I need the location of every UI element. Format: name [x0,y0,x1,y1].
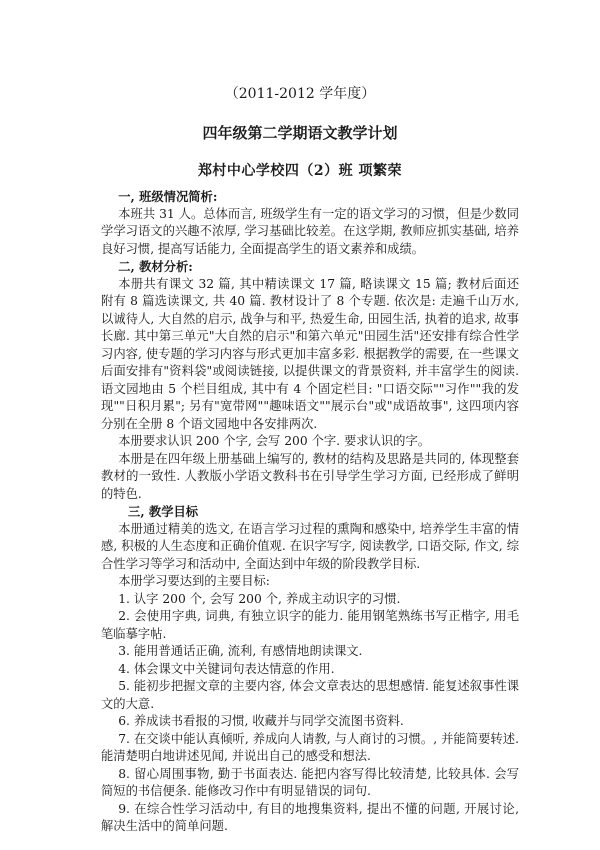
document-title: 四年级第二学期语文教学计划 [202,124,398,142]
section-heading-teaching-goals: 三, 教学目标 [128,504,199,519]
goal-item: 2. 会使用字典, 词典, 有独立识字的能力. 能用钢笔熟练书写正楷字, 用毛笔临摹字帖. [101,609,519,641]
goal-item: 9. 在综合性学习活动中, 有目的地搜集资料, 提出不懂的问题, 开展讨论, 解决生活中的简单问题. [101,801,519,833]
goal-item: 6. 养成读书看报的习惯, 收藏并与同学交流图书资料. [118,714,404,728]
school-year: （2011-2012 学年度） [224,86,376,102]
paragraph: 本册要求认识 200 个字, 会写 200 个字. 要求认识的字。 [118,434,431,448]
section-heading-class-analysis: 一, 班级情况简析: [118,189,218,204]
goal-item: 7. 在交谈中能认真倾听, 养成向人请教, 与人商讨的习惯。, 并能简要转述. 能清楚明白地讲述见闻, 并说出自己的感受和想法. [101,731,519,763]
goal-item: 8. 留心周围事物, 勤于书面表达. 能把内容写得比较清楚, 比较具体. 会写简短的书信便条. 能修改习作中有明显错误的词句. [101,766,519,798]
goal-item: 3. 能用普通话正确, 流利, 有感情地朗读课文. [118,644,363,658]
paragraph: 本册学习要达到的主要目标: [118,574,270,588]
paragraph: 本册是在四年级上册基础上编写的, 教材的结构及思路是共同的, 体现整套教材的一致性. 人教版小学语文教科书在引导学生学习方面, 已经形成了鲜明的特色. [101,451,519,501]
paragraph: 本册通过精美的选文, 在语言学习过程的熏陶和感染中, 培养学生丰富的情感, 积极的人生态度和正确价值观. 在识字写字, 阅读教学, 口语交际, 作文, 综合性学习等学习和活动中, 全面达到中年级的阶段教学目标. [101,521,519,571]
goal-item: 5. 能初步把握文章的主要内容, 体会文章表达的思想感情. 能复述叙事性课文的大意. [101,679,519,711]
section-heading-textbook-analysis: 二, 教材分析: [118,259,193,274]
goal-item: 4. 体会课文中关键词句表达情意的作用. [118,661,335,676]
author-line: 郑村中心学校四（2）班 项繁荣 [197,163,403,179]
goal-item: 1. 认字 200 个, 会写 200 个, 养成主动识字的习惯. [118,591,401,606]
paragraph: 本册共有课文 32 篇, 其中精读课文 17 篇, 略读课文 15 篇; 教材后面还附有 8 篇选读课文, 共 40 篇. 教材设计了 8 个专题. 依次是: 走遍千山万水, 以诚待人, 大自然的启示, 战争与和平, 热爱生命, 田园生活, 执着的追求, 故事长廊. 其中第三单元"大自然的启示"和第六单元"田园生活"还安排有综合性学习内容, 使专题的学习内容与形式更加丰富多彩. 根据教学的需要, 在一些课文后面安排有"资料袋"或阅读链接, 以提供课文的背景资料, 并丰富学生的阅读. 语文园地由 5 个栏目组成, 其中有 4 个固定栏目: "口语交际""习作""我的发现""日积月累"; 另有"宽带网""趣味语文""展示台"或"成语故事", 这四项内容分别在全册 8 个语文园地中各安排两次. [101,276,519,431]
document-body [101,188,519,836]
paragraph: 本班共 31 人。总体而言, 班级学生有一定的语文学习的习惯，但是少数同学学习语文的兴趣不浓厚, 学习基础比较差。在这学期, 教师应抓实基础, 培养良好习惯, 提高写话能力, 全面提高学生的语文素养和成绩。 [101,206,519,256]
